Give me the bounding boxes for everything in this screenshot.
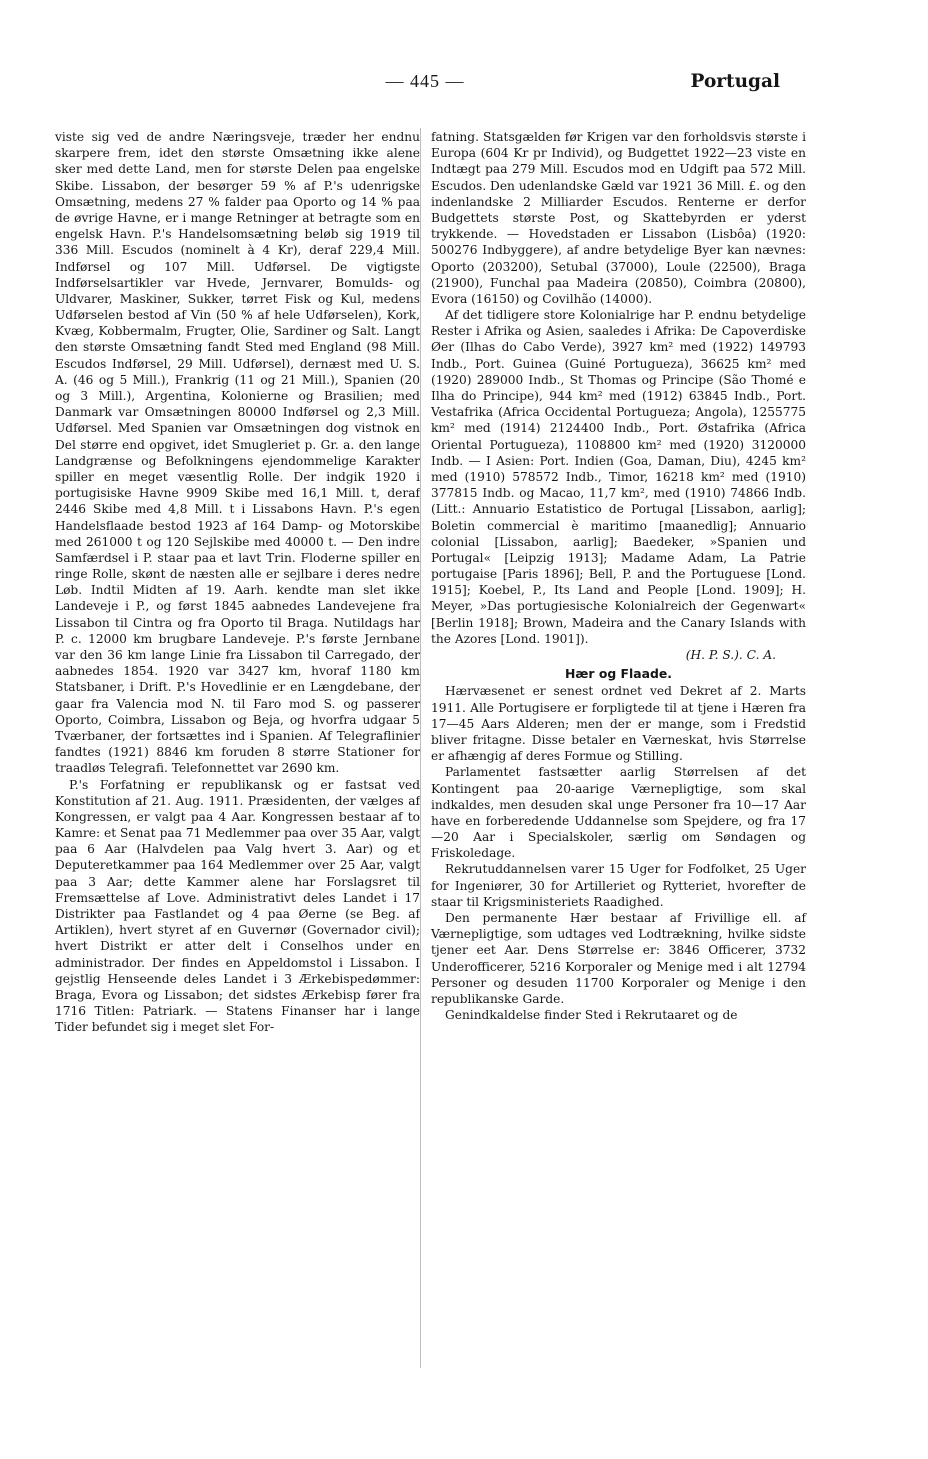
- running-title: Portugal: [690, 71, 780, 92]
- section-heading-army-navy: Hær og Flaade.: [565, 666, 672, 682]
- column-divider: [420, 128, 421, 1368]
- paragraph-trade-traffic: viste sig ved de andre Næringsveje, træder her endnu skarpere frem, idet den største Omsætning ikke alene sker med dette Land, men for største Delen paa engelske Skibe. Lissabon, der besørger 59 % af P.'s udenrigske Omsætning, medens 27 % falder paa Oporto og 14 % paa de øvrige Havne, er i mange Retninger at betragte som en engelsk Havn. P.'s Handelsomsætning beløb sig 1919 til 336 Mill. Escudos (nominelt à 4 Kr), deraf 229,4 Mill. Indførsel og 107 Mill. Udførsel. De vigtigste Indførselsartikler var Hvede, Jernvarer, Bomulds- og Uldvarer, Maskiner, Sukker, tørret Fisk og Kul, medens Udførselen bestod af Vin (50 % af hele Udførselen), Kork, Kvæg, Kobbermalm, Frugter, Olie, Sardiner og Salt. Langt den største Omsætning fandt Sted med England (98 Mill. Escudos Indførsel, 29 Mill. Udførsel), dernæst med U. S. A. (46 og 5 Mill.), Frankrig (11 og 21 Mill.), Spanien (20 og 3 Mill.), Argentina, Kolonierne og Brasilien; med Danmark var Omsætningen 80000 Indførsel og 2,3 Mill. Udførsel. Med Spanien var Omsætningen dog vistnok en Del større end opgivet, idet Smugleriet p. Gr. a. den lange Landgrænse og Befolkningens ejendommelige Karakter spiller en meget væsentlig Rolle. Der indgik 1920 i portugisiske Havne 9909 Skibe med 16,1 Mill. t, deraf 2446 Skibe med 4,8 Mill. t i Lissabons Havn. P.'s egen Handelsflaade bestod 1923 af 164 Damp- og Motorskibe med 261000 t og 120 Sejlskibe med 40000 t. — Den indre Samfærdsel i P. staar paa et lavt Trin. Floderne spiller en ringe Rolle, skønt de næsten alle er sejlbare i deres nedre Løb. Indtil Midten af 19. Aarh. kendte man slet ikke Landeveje i P., og først 1845 aabnedes Landevejene fra Lissabon til Cintra og fra Oporto til Braga. Nutildags har P. c. 12000 km brugbare Landeveje. P.'s første Jernbane var den 36 km lange Linie fra Lissabon til Carregado, der aabnedes 1854. 1920 var 3427 km, hvoraf 1180 km Statsbaner, i Drift. P.'s Hovedlinie er en Længdebane, der gaar fra Valencia mod N. til Faro mod S. og passerer Oporto, Coimbra, Lissabon og Beja, og hvorfra udgaar 5 Tværbaner, der fortsættes ind i Spanien. Af Telegraflinier fandtes (1921) 8846 km foruden 8 større Stationer for traadløs Telegrafi. Telefonnettet var 2690 km.: [55, 130, 420, 776]
- author-signature: (H. P. S.). C. A.: [685, 648, 776, 662]
- left-column: [55, 129, 420, 1036]
- paragraph-colonies: Af det tidligere store Kolonialrige har P. endnu betydelige Rester i Afrika og Asien, saaledes i Afrika: De Capoverdiske Øer (Ilhas do Cabo Verde), 3927 km² med (1922) 149793 Indb., Port. Guinea (Guiné Portugueza), 36625 km² med (1920) 289000 Indb., St Thomas og Principe (São Thomé e Ilha do Principe), 944 km² med (1912) 63845 Indb., Port. Vestafrika (Africa Occidental Portugueza; Angola), 1255775 km² med (1914) 2124400 Indb., Port. Østafrika (Africa Oriental Portugueza), 1108800 km² med (1920) 3120000 Indb. — I Asien: Port. Indien (Goa, Daman, Diu), 4245 km² med (1910) 578572 Indb., Timor, 16218 km² med (1910) 377815 Indb. og Macao, 11,7 km², med (1910) 74866 Indb. (Litt.: Annuario Estatistico de Portugal [Lissabon, aarlig]; Boletin commercial è maritimo [maanedlig]; Annuario colonial [Lissabon, aarlig]; Baedeker, »Spanien und Portugal« [Leipzig 1913]; Madame Adam, La Patrie portugaise [Paris 1896]; Bell, P. and the Portuguese [Lond. 1915]; Koebel, P., Its Land and People [Lond. 1909]; H. Meyer, »Das portugiesische Kolonialreich der Gegenwart« [Berlin 1918]; Brown, Madeira and the Canary Islands with the Azores [Lond. 1901]).: [431, 308, 806, 646]
- paragraph-permanent-army: Den permanente Hær bestaar af Frivillige ell. af Værnepligtige, som udtages ved Lodtrækning, hvilke sidste tjener eet Aar. Dens Størrelse er: 3846 Officerer, 3732 Underofficerer, 5216 Korporaler og Menige med i alt 12794 Personer og desuden 11700 Korporaler og Menige i den republikanske Garde.: [431, 911, 806, 1006]
- page-number: — 445 —: [385, 71, 465, 91]
- paragraph-army-decree: Hærvæsenet er senest ordnet ved Dekret af 2. Marts 1911. Alle Portugisere er forpligtede til at tjene i Hæren fra 17—45 Aars Alderen; men der er mange, som i Fredstid bliver fritagne. Disse betaler en Værneskat, hvis Størrelse er afhængig af deres Formue og Stilling.: [431, 684, 806, 764]
- paragraph-parliament-contingent: Parlamentet fastsætter aarlig Størrelsen af det Kontingent paa 20-aarige Værnepligtige, som skal indkaldes, men desuden skal unge Personer fra 10—17 Aar have en forberedende Uddannelse som Spejdere, og fra 17—20 Aar i Specialskoler, særlig om Søndagen og Friskoledage.: [431, 765, 806, 861]
- paragraph-finances-cities: fatning. Statsgælden før Krigen var den forholdsvis største i Europa (604 Kr pr Individ), og Budgettet 1922—23 viste en Indtægt paa 279 Mill. Escudos mod en Udgift paa 572 Mill. Escudos. Den udenlandske Gæld var 1921 36 Mill. £. og den indenlandske 2 Milliarder Escudos. Renterne er derfor Budgettets største Post, og Skattebyrden er yderst trykkende. — Hovedstaden er Lissabon (Lisbôa) (1920: 500276 Indbyggere), af andre betydelige Byer kan nævnes: Oporto (203200), Setubal (37000), Loule (22500), Braga (21900), Funchal paa Madeira (20850), Coimbra (20800), Evora (16150) og Covilhão (14000).: [431, 130, 806, 306]
- paragraph-recall: Genindkaldelse finder Sted i Rekrutaaret og de: [445, 1008, 738, 1023]
- page-header: [0, 71, 928, 101]
- paragraph-recruit-training: Rekrutuddannelsen varer 15 Uger for Fodfolket, 25 Uger for Ingeniører, 30 for Artilleriet og Rytteriet, hvorefter de staar til Krigsministeriets Raadighed.: [431, 862, 806, 909]
- paragraph-constitution: P.'s Forfatning er republikansk og er fastsat ved Konstitution af 21. Aug. 1911. Præsidenten, der vælges af Kongressen, er valgt paa 4 Aar. Kongressen bestaar af to Kamre: et Senat paa 71 Medlemmer paa over 35 Aar, valgt paa 6 Aar (Halvdelen paa Valg hvert 3. Aar) og et Deputeretkammer paa 164 Medlemmer over 25 Aar, valgt paa 3 Aar; dette Kammer alene har Forslagsret til Fremsættelse af Love. Administrativt deles Landet i 17 Distrikter paa Fastlandet og 4 paa Øerne (se Beg. af Artiklen), hvert styret af en Guvernør (Governador civil); hvert Distrikt er atter delt i Conselhos under en administrador. Der findes en Appeldomstol i Lissabon. I gejstlig Henseende deles Landet i 3 Ærkebispedømmer: Braga, Evora og Lissabon; det sidstes Ærkebisp fører fra 1716 Titlen: Patriark. — Statens Finanser har i lange Tider befundet sig i meget slet For-: [55, 777, 420, 1035]
- right-column: [431, 129, 806, 1023]
